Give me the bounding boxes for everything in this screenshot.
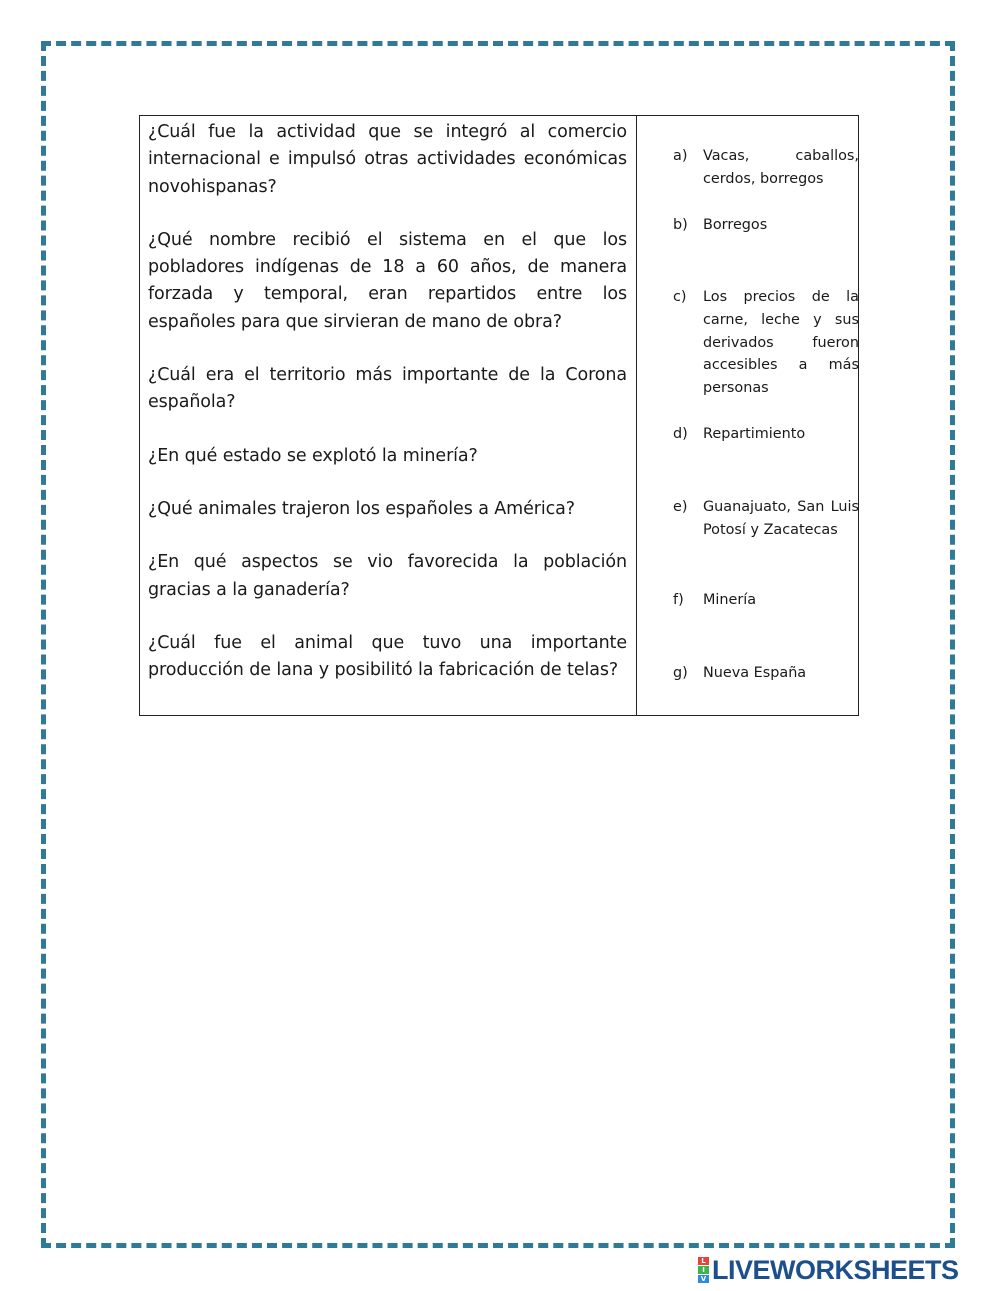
answer-text: Repartimiento bbox=[703, 426, 806, 442]
answer-text: Guanajuato, San Luis Potosí y Zacatecas bbox=[703, 499, 859, 538]
answer-letter: b) bbox=[673, 217, 688, 233]
answer-letter: a) bbox=[673, 148, 688, 164]
question-3: ¿Cuál era el territorio más importante de la Corona española? bbox=[148, 365, 627, 413]
answer-f bbox=[673, 589, 859, 612]
answer-letter: d) bbox=[673, 426, 688, 442]
liveworksheets-logo-icon bbox=[698, 1257, 709, 1283]
question-4: ¿En qué estado se explotó la minería? bbox=[148, 445, 478, 466]
answer-a bbox=[673, 145, 859, 191]
answer-letter: g) bbox=[673, 665, 688, 681]
answer-text: Los precios de la carne, leche y sus derivados fueron accesibles a más personas bbox=[703, 289, 859, 397]
answers-column bbox=[637, 116, 858, 715]
answer-d bbox=[673, 423, 859, 446]
questions-column bbox=[140, 116, 637, 715]
answer-e bbox=[673, 496, 859, 542]
question-7: ¿Cuál fue el animal que tuvo una importante producción de lana y posibilitó la fabricación de telas? bbox=[148, 632, 627, 681]
answer-letter: c) bbox=[673, 289, 687, 305]
logo-letter-l: L bbox=[698, 1257, 709, 1265]
answer-g bbox=[673, 662, 859, 685]
logo-letter-i: I bbox=[698, 1266, 709, 1274]
answer-text: Borregos bbox=[703, 217, 768, 233]
question-2: ¿Qué nombre recibió el sistema en el que los pobladores indígenas de 18 a 60 años, de manera forzada y temporal, eran repartidos entre los españoles para que sirvieran de mano de obra? bbox=[148, 229, 627, 332]
answer-letter: f) bbox=[673, 592, 684, 608]
answer-text: Vacas, caballos, cerdos, borregos bbox=[703, 148, 859, 187]
question-6: ¿En qué aspectos se vio favorecida la población gracias a la ganadería? bbox=[148, 552, 627, 600]
matching-table bbox=[139, 115, 859, 716]
answer-letter: e) bbox=[673, 499, 688, 515]
liveworksheets-logo bbox=[698, 1255, 959, 1285]
logo-text: LIVEWORKSHEETS bbox=[712, 1254, 959, 1285]
question-5: ¿Qué animales trajeron los españoles a América? bbox=[148, 498, 575, 519]
answer-c bbox=[673, 286, 859, 400]
question-1: ¿Cuál fue la actividad que se integró al comercio internacional e impulsó otras actividades económicas novohispanas? bbox=[148, 122, 627, 197]
answer-text: Minería bbox=[703, 592, 757, 608]
logo-letter-v: V bbox=[698, 1275, 709, 1283]
answer-text: Nueva España bbox=[703, 665, 807, 681]
answer-b bbox=[673, 214, 859, 237]
